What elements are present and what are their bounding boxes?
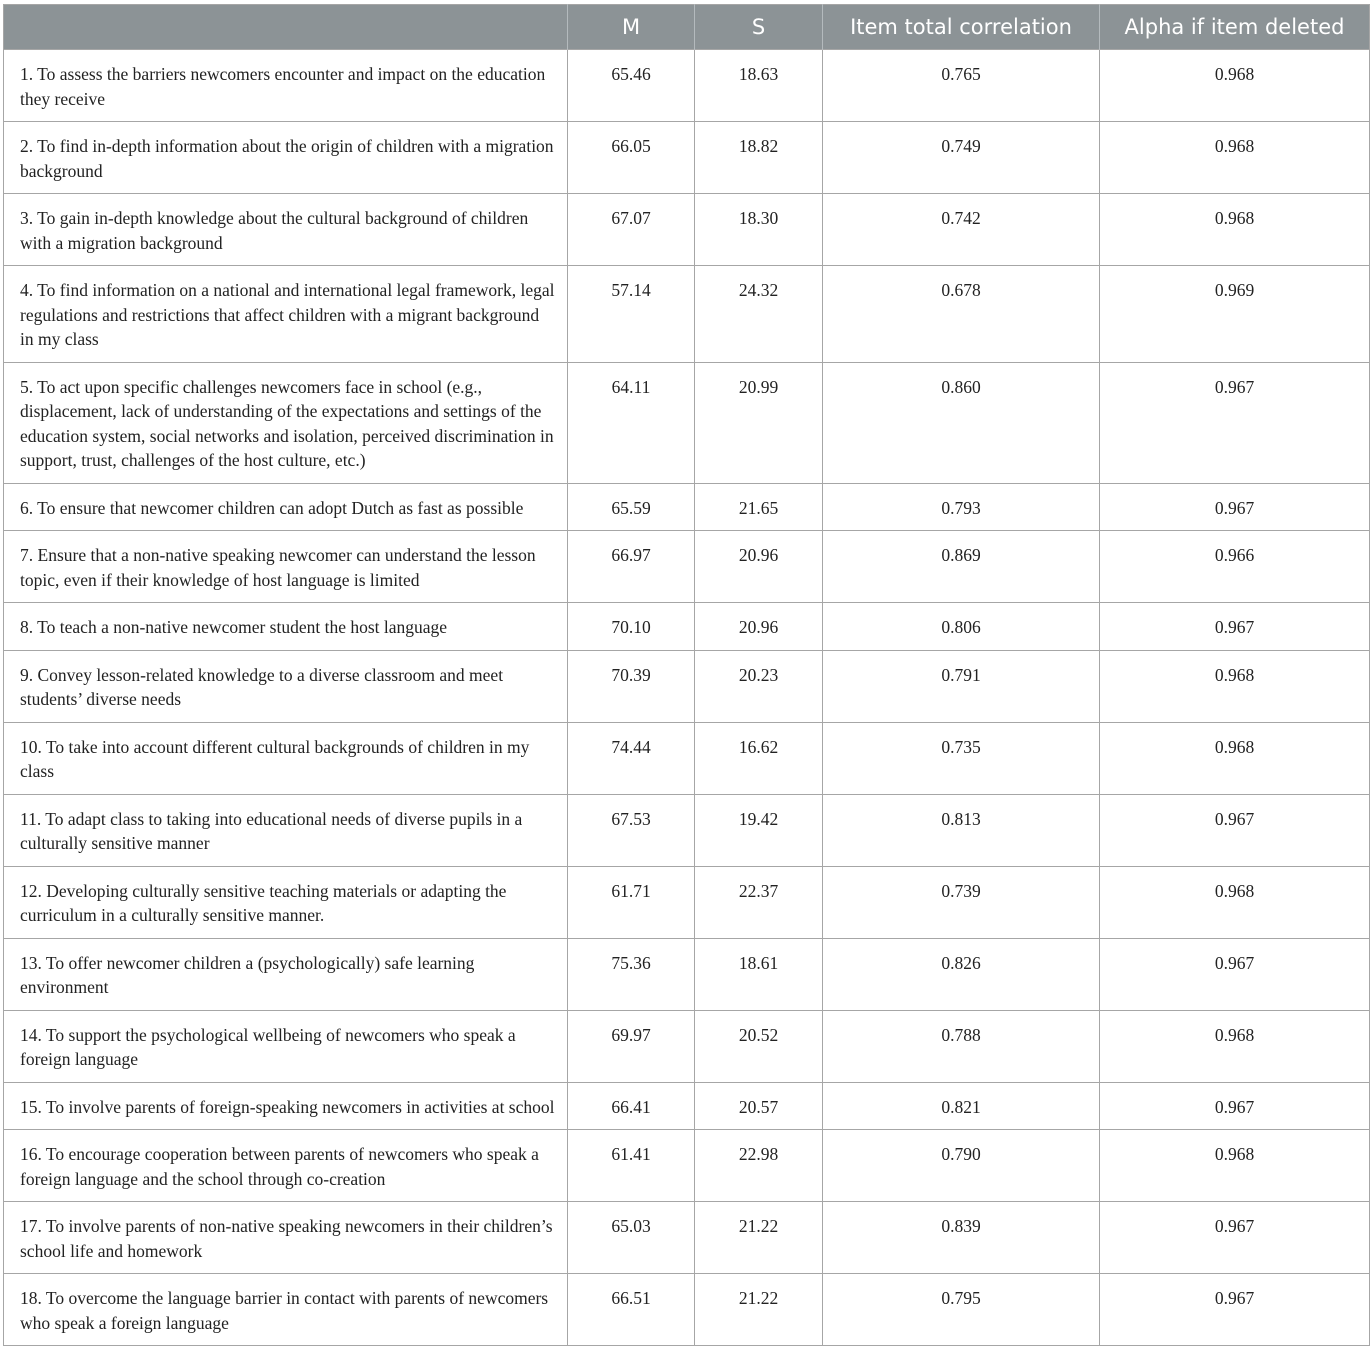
cell-item: 15. To involve parents of foreign-speaking newcomers in activities at school: [4, 1082, 568, 1130]
cell-mean: 57.14: [568, 266, 695, 363]
cell-item: 6. To ensure that newcomer children can adopt Dutch as fast as possible: [4, 483, 568, 531]
cell-item: 1. To assess the barriers newcomers encounter and impact on the education they receive: [4, 50, 568, 122]
cell-alpha-if-deleted: 0.968: [1100, 1130, 1370, 1202]
header-item: [4, 5, 568, 50]
cell-mean: 61.71: [568, 866, 695, 938]
cell-alpha-if-deleted: 0.968: [1100, 866, 1370, 938]
cell-item: 11. To adapt class to taking into educational needs of diverse pupils in a culturally sensitive manner: [4, 794, 568, 866]
cell-item: 4. To find information on a national and international legal framework, legal regulations and restrictions that affect children with a migrant background in my class: [4, 266, 568, 363]
table-row: [4, 722, 1370, 794]
cell-item: 17. To involve parents of non-native speaking newcomers in their children’s school life and homework: [4, 1202, 568, 1274]
cell-alpha-if-deleted: 0.967: [1100, 1082, 1370, 1130]
cell-sd: 21.22: [695, 1274, 823, 1346]
cell-sd: 22.37: [695, 866, 823, 938]
cell-item-total-correlation: 0.806: [823, 603, 1100, 651]
cell-alpha-if-deleted: 0.967: [1100, 362, 1370, 483]
cell-item: 18. To overcome the language barrier in contact with parents of newcomers who speak a foreign language: [4, 1274, 568, 1346]
cell-alpha-if-deleted: 0.968: [1100, 194, 1370, 266]
table-row: [4, 362, 1370, 483]
cell-item-total-correlation: 0.869: [823, 531, 1100, 603]
cell-sd: 22.98: [695, 1130, 823, 1202]
cell-item-total-correlation: 0.860: [823, 362, 1100, 483]
table-row: [4, 194, 1370, 266]
table-row: [4, 1010, 1370, 1082]
cell-sd: 20.57: [695, 1082, 823, 1130]
cell-sd: 18.63: [695, 50, 823, 122]
cell-alpha-if-deleted: 0.967: [1100, 603, 1370, 651]
statistics-table-container: [3, 4, 1369, 1346]
cell-mean: 66.51: [568, 1274, 695, 1346]
cell-item: 10. To take into account different cultural backgrounds of children in my class: [4, 722, 568, 794]
cell-alpha-if-deleted: 0.967: [1100, 483, 1370, 531]
cell-item: 13. To offer newcomer children a (psychologically) safe learning environment: [4, 938, 568, 1010]
cell-item-total-correlation: 0.742: [823, 194, 1100, 266]
cell-item: 7. Ensure that a non-native speaking newcomer can understand the lesson topic, even if their knowledge of host language is limited: [4, 531, 568, 603]
cell-mean: 66.41: [568, 1082, 695, 1130]
cell-mean: 65.03: [568, 1202, 695, 1274]
cell-item-total-correlation: 0.788: [823, 1010, 1100, 1082]
cell-mean: 66.97: [568, 531, 695, 603]
cell-mean: 69.97: [568, 1010, 695, 1082]
cell-mean: 64.11: [568, 362, 695, 483]
cell-sd: 24.32: [695, 266, 823, 363]
cell-item-total-correlation: 0.678: [823, 266, 1100, 363]
cell-sd: 21.65: [695, 483, 823, 531]
header-mean: M: [568, 5, 695, 50]
cell-mean: 67.07: [568, 194, 695, 266]
cell-item-total-correlation: 0.749: [823, 122, 1100, 194]
cell-item: 8. To teach a non-native newcomer student the host language: [4, 603, 568, 651]
cell-item: 2. To find in-depth information about the origin of children with a migration background: [4, 122, 568, 194]
cell-item-total-correlation: 0.826: [823, 938, 1100, 1010]
cell-alpha-if-deleted: 0.968: [1100, 722, 1370, 794]
cell-mean: 74.44: [568, 722, 695, 794]
cell-item-total-correlation: 0.790: [823, 1130, 1100, 1202]
cell-mean: 75.36: [568, 938, 695, 1010]
table-row: [4, 50, 1370, 122]
item-statistics-table: [3, 4, 1370, 1346]
cell-item: 12. Developing culturally sensitive teaching materials or adapting the curriculum in a culturally sensitive manner.: [4, 866, 568, 938]
table-row: [4, 866, 1370, 938]
cell-mean: 65.59: [568, 483, 695, 531]
header-item-total-correlation: Item total correlation: [823, 5, 1100, 50]
cell-sd: 20.23: [695, 650, 823, 722]
cell-sd: 20.96: [695, 603, 823, 651]
cell-alpha-if-deleted: 0.966: [1100, 531, 1370, 603]
cell-sd: 18.61: [695, 938, 823, 1010]
table-row: [4, 266, 1370, 363]
cell-item: 16. To encourage cooperation between parents of newcomers who speak a foreign language and the school through co-creation: [4, 1130, 568, 1202]
cell-item-total-correlation: 0.765: [823, 50, 1100, 122]
table-body: [4, 50, 1370, 1346]
table-row: [4, 531, 1370, 603]
cell-item-total-correlation: 0.795: [823, 1274, 1100, 1346]
table-row: [4, 938, 1370, 1010]
table-row: [4, 1082, 1370, 1130]
cell-sd: 19.42: [695, 794, 823, 866]
cell-alpha-if-deleted: 0.968: [1100, 122, 1370, 194]
cell-sd: 20.96: [695, 531, 823, 603]
cell-alpha-if-deleted: 0.967: [1100, 1274, 1370, 1346]
table-row: [4, 650, 1370, 722]
table-row: [4, 603, 1370, 651]
cell-alpha-if-deleted: 0.968: [1100, 50, 1370, 122]
cell-sd: 16.62: [695, 722, 823, 794]
cell-item-total-correlation: 0.813: [823, 794, 1100, 866]
table-row: [4, 122, 1370, 194]
cell-alpha-if-deleted: 0.967: [1100, 938, 1370, 1010]
cell-alpha-if-deleted: 0.967: [1100, 794, 1370, 866]
cell-item: 3. To gain in-depth knowledge about the cultural background of children with a migration background: [4, 194, 568, 266]
table-row: [4, 1202, 1370, 1274]
header-sd: S: [695, 5, 823, 50]
header-alpha-if-deleted: Alpha if item deleted: [1100, 5, 1370, 50]
cell-item-total-correlation: 0.821: [823, 1082, 1100, 1130]
cell-item: 14. To support the psychological wellbeing of newcomers who speak a foreign language: [4, 1010, 568, 1082]
cell-item-total-correlation: 0.791: [823, 650, 1100, 722]
table-row: [4, 483, 1370, 531]
cell-mean: 61.41: [568, 1130, 695, 1202]
cell-item-total-correlation: 0.739: [823, 866, 1100, 938]
cell-alpha-if-deleted: 0.968: [1100, 1010, 1370, 1082]
cell-item-total-correlation: 0.793: [823, 483, 1100, 531]
header-row: [4, 5, 1370, 50]
cell-item: 9. Convey lesson-related knowledge to a diverse classroom and meet students’ diverse needs: [4, 650, 568, 722]
cell-sd: 18.82: [695, 122, 823, 194]
cell-item-total-correlation: 0.735: [823, 722, 1100, 794]
table-header: [4, 5, 1370, 50]
cell-alpha-if-deleted: 0.967: [1100, 1202, 1370, 1274]
cell-mean: 70.39: [568, 650, 695, 722]
cell-mean: 65.46: [568, 50, 695, 122]
cell-mean: 67.53: [568, 794, 695, 866]
table-row: [4, 1130, 1370, 1202]
cell-sd: 21.22: [695, 1202, 823, 1274]
cell-sd: 20.99: [695, 362, 823, 483]
cell-alpha-if-deleted: 0.968: [1100, 650, 1370, 722]
cell-sd: 18.30: [695, 194, 823, 266]
cell-item-total-correlation: 0.839: [823, 1202, 1100, 1274]
cell-mean: 66.05: [568, 122, 695, 194]
table-row: [4, 794, 1370, 866]
cell-mean: 70.10: [568, 603, 695, 651]
cell-alpha-if-deleted: 0.969: [1100, 266, 1370, 363]
cell-sd: 20.52: [695, 1010, 823, 1082]
table-row: [4, 1274, 1370, 1346]
cell-item: 5. To act upon specific challenges newcomers face in school (e.g., displacement, lack of understanding of the expectations and settings of the education system, social networks and isolation, perceived discrimination in support, trust, challenges of the host culture, etc.): [4, 362, 568, 483]
